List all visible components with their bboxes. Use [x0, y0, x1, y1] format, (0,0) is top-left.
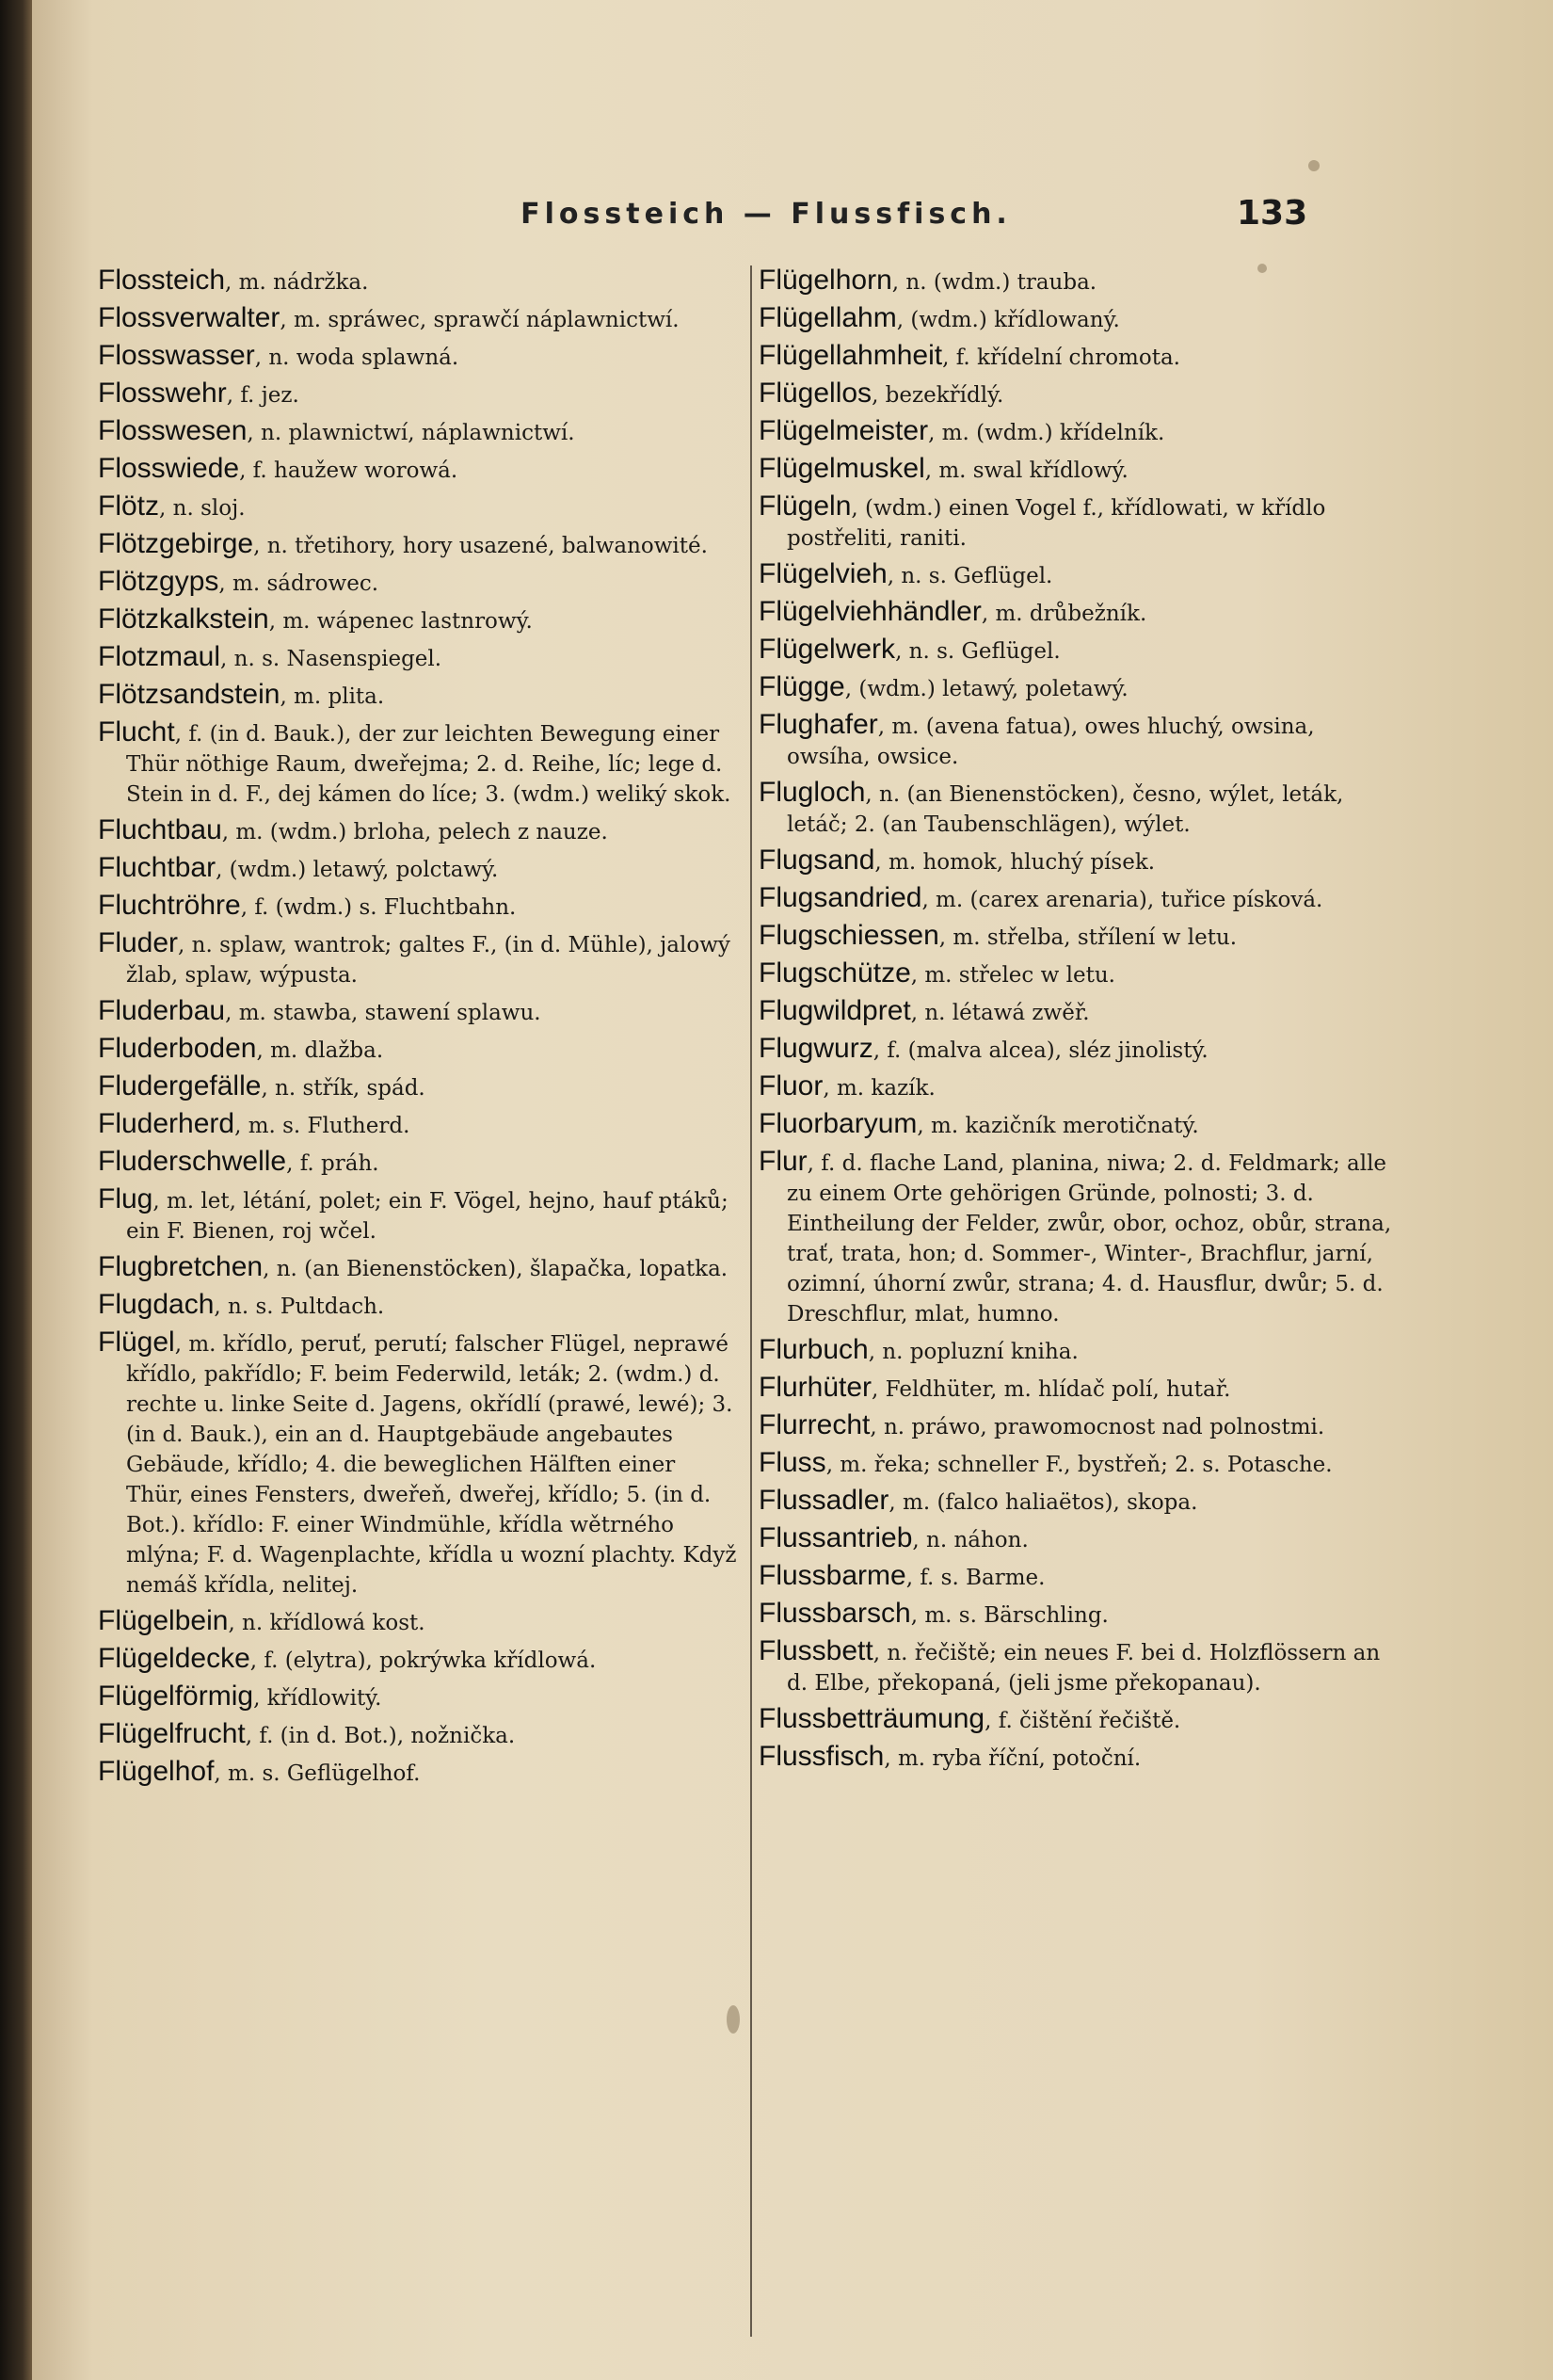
- dictionary-entry: [759, 1486, 1399, 1518]
- dictionary-entry: [98, 1290, 738, 1322]
- entry-definition: , n. řečiště; ein neues F. bei d. Holzflössern an d. Elbe, překopaná, (jeli jsme překopanau).: [787, 1641, 1381, 1696]
- entry-headword: Flugschiessen: [759, 920, 939, 951]
- entry-definition: , m. s. Flutherd.: [234, 1114, 410, 1138]
- dictionary-entry: [98, 717, 738, 810]
- entry-headword: Flotzmaul: [98, 641, 221, 672]
- dictionary-entry: [759, 1147, 1399, 1329]
- entry-definition: , f. (elytra), pokrýwka křídlowá.: [249, 1648, 597, 1673]
- dictionary-entry: [759, 1636, 1399, 1698]
- entry-definition: , f. (in d. Bauk.), der zur leichten Bewegung einer Thür nöthige Raum, dweřejma; 2. d. Reihe, líc; lege d. Stein in d. F., dej kámen do líce; 3. (wdm.) weliký skok.: [126, 722, 731, 807]
- entry-headword: Flucht: [98, 716, 175, 748]
- entry-headword: Flügelfrucht: [98, 1718, 246, 1749]
- dictionary-entry: [98, 378, 738, 410]
- entry-definition: , m. nádržka.: [225, 270, 369, 295]
- entry-definition: , f. (in d. Bot.), nožnička.: [245, 1724, 516, 1748]
- dictionary-entry: [759, 778, 1399, 840]
- entry-headword: Flugschütze: [759, 957, 911, 989]
- entry-definition: , n. woda splawná.: [254, 346, 459, 370]
- dictionary-entry: [98, 1184, 738, 1246]
- entry-definition: , bezekřídlý.: [872, 383, 1004, 408]
- dictionary-entry: [98, 642, 738, 674]
- entry-definition: , m. (wdm.) brloha, pelech z nauze.: [221, 820, 608, 844]
- entry-definition: , m. (falco haliaëtos), skopa.: [889, 1490, 1198, 1515]
- entry-headword: Flugwildpret: [759, 995, 911, 1026]
- entry-definition: , n. třetihory, hory usazené, balwanowité.: [253, 534, 708, 558]
- dictionary-entry: [98, 341, 738, 373]
- dictionary-entry: [759, 303, 1399, 335]
- entry-definition: , m. střelba, střílení w letu.: [938, 925, 1238, 950]
- entry-definition: , m. s. Geflügelhof.: [214, 1761, 421, 1786]
- dictionary-entry: [98, 1719, 738, 1751]
- entry-definition: , m. s. Bärschling.: [910, 1603, 1109, 1628]
- entry-definition: , n. (an Bienenstöcken), česno, wýlet, leták, letáč; 2. (an Taubenschlägen), wýlet.: [787, 782, 1344, 837]
- dictionary-entry: [98, 604, 738, 636]
- dictionary-entry: [759, 1109, 1399, 1141]
- entry-headword: Flötz: [98, 490, 160, 522]
- book-gutter: [0, 0, 32, 2380]
- entry-headword: Flügelwerk: [759, 634, 896, 665]
- dictionary-entry: [759, 559, 1399, 591]
- entry-headword: Fluchtbau: [98, 814, 222, 845]
- entry-definition: , f. čištění řečiště.: [985, 1709, 1181, 1733]
- entry-definition: , křídlowitý.: [253, 1686, 382, 1711]
- entry-definition: , m. stawba, stawení splawu.: [225, 1001, 541, 1025]
- dictionary-entry: [759, 491, 1399, 554]
- entry-headword: Flügelhof: [98, 1756, 215, 1787]
- entry-definition: , m. kazík.: [823, 1076, 936, 1101]
- entry-headword: Flugbretchen: [98, 1251, 264, 1282]
- entry-headword: Flussbarsch: [759, 1598, 911, 1629]
- entry-headword: Flussbett: [759, 1635, 873, 1666]
- paper-stain: [1308, 160, 1320, 171]
- entry-definition: , n. létawá zwěř.: [910, 1001, 1090, 1025]
- entry-definition: , n. plawnictwí, náplawnictwí.: [247, 421, 575, 445]
- entry-headword: Flussbarme: [759, 1560, 906, 1591]
- entry-definition: , n. náhon.: [912, 1528, 1029, 1552]
- entry-definition: , f. jez.: [226, 383, 299, 408]
- dictionary-entry: [759, 845, 1399, 877]
- dictionary-entry: [759, 1448, 1399, 1480]
- dictionary-entry: [98, 1147, 738, 1179]
- left-column: [98, 265, 738, 2356]
- entry-definition: , m. (carex arenaria), tuřice písková.: [921, 888, 1323, 912]
- entry-definition: , m. dlažba.: [256, 1038, 384, 1063]
- dictionary-entry: [98, 567, 738, 599]
- entry-definition: , m. kazičník merotičnatý.: [917, 1114, 1199, 1138]
- entry-headword: Flosswesen: [98, 415, 248, 446]
- dictionary-entry: [759, 454, 1399, 486]
- entry-definition: , n. křídlowá kost.: [228, 1611, 425, 1635]
- entry-definition: , m. drůbežník.: [981, 602, 1147, 626]
- column-divider: [750, 265, 752, 2337]
- dictionary-entry: [98, 928, 738, 990]
- entry-headword: Flug: [98, 1183, 153, 1214]
- dictionary-entry: [98, 1109, 738, 1141]
- dictionary-page: [32, 0, 1553, 2380]
- right-column: [759, 265, 1399, 2356]
- entry-headword: Flügge: [759, 671, 845, 702]
- dictionary-entry: [759, 958, 1399, 990]
- entry-headword: Flughafer: [759, 709, 878, 740]
- dictionary-entry: [98, 529, 738, 561]
- entry-headword: Flügeldecke: [98, 1643, 250, 1674]
- entry-definition: , m. ryba říční, potoční.: [884, 1746, 1142, 1771]
- dictionary-entry: [759, 1335, 1399, 1367]
- entry-headword: Flugsandried: [759, 882, 922, 913]
- entry-headword: Flügellahm: [759, 302, 897, 333]
- dictionary-entry: [759, 635, 1399, 667]
- dictionary-entry: [98, 1606, 738, 1638]
- entry-headword: Flügeln: [759, 490, 852, 522]
- entry-headword: Flosswasser: [98, 340, 255, 371]
- entry-definition: , m. swal křídlowý.: [924, 458, 1129, 483]
- dictionary-entry: [98, 265, 738, 298]
- entry-headword: Flossteich: [98, 265, 226, 296]
- dictionary-entry: [759, 1373, 1399, 1405]
- dictionary-entry: [98, 1644, 738, 1676]
- entry-definition: , n. sloj.: [159, 496, 246, 521]
- dictionary-entry: [98, 815, 738, 847]
- entry-headword: Fluss: [759, 1447, 826, 1478]
- dictionary-entry: [759, 883, 1399, 915]
- entry-definition: , f. práh.: [286, 1151, 379, 1176]
- entry-definition: , f. d. flache Land, planina, niwa; 2. d. Feldmark; alle zu einem Orte gehörigen Gründe, polnosti; 3. d. Eintheilung der Felder, zwůr, obor, ochoz, obůr, strana, trať, trata, hon; d. Sommer-, Winter-, Brachflur, jarní, ozimní, úhorní zwůr, strana; 4. d. Hausflur, dwůr; 5. d. Dreschflur, mlat, humno.: [787, 1151, 1392, 1327]
- entry-headword: Flurbuch: [759, 1334, 869, 1365]
- entry-headword: Flugloch: [759, 777, 866, 808]
- entry-headword: Flügel: [98, 1327, 175, 1358]
- entry-definition: , f. křídelní chromota.: [942, 346, 1180, 370]
- entry-headword: Flurrecht: [759, 1409, 871, 1440]
- entry-headword: Flussantrieb: [759, 1522, 913, 1553]
- dictionary-entry: [759, 672, 1399, 704]
- entry-definition: , f. (malva alcea), sléz jinolistý.: [873, 1038, 1209, 1063]
- dictionary-entry: [759, 1034, 1399, 1066]
- entry-headword: Fluder: [98, 927, 179, 958]
- entry-headword: Flugsand: [759, 844, 875, 876]
- entry-definition: , m. (wdm.) křídelník.: [928, 421, 1165, 445]
- entry-definition: , Feldhüter, m. hlídač polí, hutař.: [872, 1377, 1231, 1402]
- entry-definition: , m. křídlo, peruť, perutí; falscher Flügel, neprawé křídlo, pakřídlo; F. beim Federwild, leták; 2. (wdm.) d. rechte u. linke Seite d. Jagens, okřídlí (prawé, lewé); 3. (in d. Bauk.), ein an d. Hauptgebäude angebautes Gebäude, křídlo; 4. die beweglichen Hälften einer Thür, eines Fensters, dweřeň, dweřej, křídlo; 5. (in d. Bot.). křídlo: F. einer Windmühle, křídla wětrného mlýna; F. d. Wagenplachte, křídla u wozní plachty. Když nemáš křídla, nelitej.: [126, 1332, 737, 1598]
- dictionary-entry: [759, 1523, 1399, 1555]
- entry-headword: Fluor: [759, 1070, 824, 1102]
- entry-definition: , (wdm.) letawý, polctawý.: [216, 858, 499, 882]
- dictionary-entry: [759, 1071, 1399, 1103]
- dictionary-entry: [759, 1742, 1399, 1774]
- dictionary-entry: [98, 491, 738, 523]
- dictionary-entry: [759, 416, 1399, 448]
- dictionary-entry: [98, 1757, 738, 1789]
- dictionary-entry: [98, 1034, 738, 1066]
- entry-headword: Flügelmuskel: [759, 453, 925, 484]
- entry-definition: , (wdm.) letawý, poletawý.: [844, 677, 1129, 701]
- entry-headword: Fluorbaryum: [759, 1108, 918, 1139]
- entry-definition: , n. s. Pultdach.: [214, 1295, 385, 1319]
- dictionary-entry: [759, 1561, 1399, 1593]
- entry-headword: Flügelmeister: [759, 415, 929, 446]
- entry-headword: Flügellos: [759, 378, 873, 409]
- dictionary-entry: [759, 1410, 1399, 1442]
- dictionary-entry: [759, 710, 1399, 772]
- entry-headword: Fluderboden: [98, 1033, 257, 1064]
- entry-definition: , (wdm.) einen Vogel f., křídlowati, w křídlo postřeliti, raniti.: [787, 496, 1326, 551]
- page-number: 133: [1237, 194, 1308, 233]
- dictionary-entry: [98, 891, 738, 923]
- entry-definition: , m. plita.: [280, 684, 385, 709]
- entry-headword: Flugwurz: [759, 1033, 873, 1064]
- entry-headword: Fluderherd: [98, 1108, 235, 1139]
- dictionary-entry: [759, 378, 1399, 410]
- entry-definition: , f. s. Barme.: [905, 1566, 1046, 1590]
- dictionary-entry: [759, 996, 1399, 1028]
- entry-headword: Flurhüter: [759, 1372, 873, 1403]
- entry-headword: Flügelbein: [98, 1605, 229, 1636]
- entry-headword: Flosswehr: [98, 378, 227, 409]
- entry-headword: Flügelhorn: [759, 265, 892, 296]
- entry-definition: , m. spráwec, sprawčí náplawnictwí.: [280, 308, 680, 332]
- dictionary-entry: [98, 416, 738, 448]
- page-header: [32, 190, 1553, 247]
- entry-definition: , m. sádrowec.: [218, 571, 379, 596]
- entry-headword: Flötzgebirge: [98, 528, 254, 559]
- dictionary-entry: [759, 1599, 1399, 1631]
- dictionary-entry: [98, 996, 738, 1028]
- dictionary-entry: [98, 853, 738, 885]
- dictionary-entry: [98, 1071, 738, 1103]
- entry-definition: , n. s. Geflügel.: [895, 639, 1061, 664]
- entry-definition: , f. (wdm.) s. Fluchtbahn.: [240, 895, 517, 920]
- entry-headword: Flügelförmig: [98, 1680, 254, 1712]
- entry-definition: , n. s. Nasenspiegel.: [220, 647, 442, 671]
- entry-definition: , (wdm.) křídlowaný.: [896, 308, 1120, 332]
- entry-definition: , m. wápenec lastnrowý.: [268, 609, 533, 634]
- dictionary-entry: [98, 454, 738, 486]
- entry-headword: Flosswiede: [98, 453, 240, 484]
- entry-headword: Fluchtbar: [98, 852, 216, 883]
- dictionary-entry: [98, 1327, 738, 1600]
- dictionary-entry: [98, 1252, 738, 1284]
- running-title: Flossteich — Flussfisch.: [520, 198, 1012, 231]
- entry-definition: , n. popluzní kniha.: [868, 1340, 1079, 1364]
- entry-headword: Flötzgyps: [98, 566, 219, 597]
- entry-headword: Fludergefälle: [98, 1070, 262, 1102]
- entry-definition: , m. řeka; schneller F., bystřeň; 2. s. Potasche.: [825, 1453, 1333, 1477]
- entry-headword: Flussadler: [759, 1485, 889, 1516]
- entry-headword: Flur: [759, 1146, 808, 1177]
- entry-definition: , m. střelec w letu.: [910, 963, 1115, 988]
- dictionary-entry: [759, 921, 1399, 953]
- entry-headword: Flugdach: [98, 1289, 215, 1320]
- entry-headword: Fluchtröhre: [98, 890, 241, 921]
- entry-headword: Fluderbau: [98, 995, 226, 1026]
- dictionary-entry: [98, 1681, 738, 1713]
- entry-headword: Flussbetträumung: [759, 1703, 985, 1734]
- entry-headword: Flügelviehhändler: [759, 596, 982, 627]
- dictionary-entry: [759, 1704, 1399, 1736]
- entry-definition: , f. haužew worowá.: [239, 458, 458, 483]
- entry-definition: , m. (avena fatua), owes hluchý, owsina, owsíha, owsice.: [787, 715, 1315, 769]
- entry-headword: Flügellahmheit: [759, 340, 943, 371]
- dictionary-entry: [98, 680, 738, 712]
- entry-definition: , m. homok, hluchý písek.: [874, 850, 1156, 875]
- entry-headword: Flossverwalter: [98, 302, 280, 333]
- entry-headword: Flügelvieh: [759, 558, 888, 589]
- entry-definition: , n. práwo, prawomocnost nad polnostmi.: [870, 1415, 1325, 1439]
- entry-definition: , n. střík, spád.: [261, 1076, 425, 1101]
- entry-definition: , n. splaw, wantrok; galtes F., (in d. Mühle), jalowý žlab, splaw, wýpusta.: [126, 933, 730, 988]
- dictionary-entry: [759, 597, 1399, 629]
- entry-definition: , n. s. Geflügel.: [887, 564, 1053, 588]
- entry-headword: Fluderschwelle: [98, 1146, 287, 1177]
- dictionary-entry: [759, 265, 1399, 298]
- dictionary-entry: [98, 303, 738, 335]
- entry-headword: Flötzkalkstein: [98, 603, 269, 635]
- entry-headword: Flötzsandstein: [98, 679, 280, 710]
- entry-definition: , n. (wdm.) trauba.: [891, 270, 1097, 295]
- entry-definition: , m. let, létání, polet; ein F. Vögel, hejno, hauf ptáků; ein F. Bienen, roj wčel.: [126, 1189, 728, 1244]
- dictionary-entry: [759, 341, 1399, 373]
- entry-definition: , n. (an Bienenstöcken), šlapačka, lopatka.: [263, 1257, 728, 1281]
- entry-headword: Flussfisch: [759, 1741, 885, 1772]
